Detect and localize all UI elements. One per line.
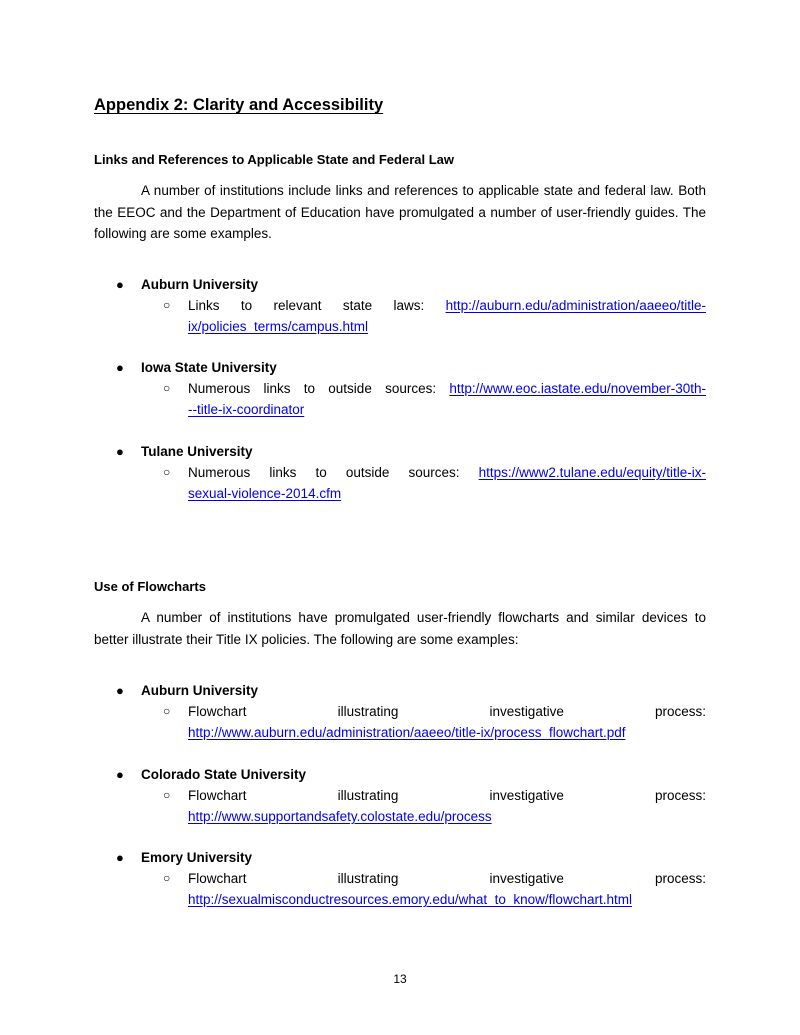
bullet-icon: ● <box>116 850 124 865</box>
link-emory-flowchart[interactable]: http://sexualmisconductresources.emory.edu/what_to_know/flowchart.html <box>188 892 632 907</box>
word: Flowchart <box>188 704 247 719</box>
word: illustrating <box>337 704 399 719</box>
circle-bullet-icon: ○ <box>163 465 171 479</box>
word: Flowchart <box>188 788 247 803</box>
bullet-icon: ● <box>116 683 124 698</box>
section-heading-laws: Links and References to Applicable State and Federal Law <box>94 152 455 167</box>
word: investigative <box>489 704 564 719</box>
bullet-icon: ● <box>116 767 124 782</box>
link-auburn-flowchart[interactable]: http://www.auburn.edu/administration/aaeeo/title-ix/process_flowchart.pdf <box>188 725 626 740</box>
list-item <box>94 441 706 504</box>
list-item <box>94 274 706 337</box>
page-number: 13 <box>393 972 407 986</box>
sub-item <box>163 295 706 337</box>
word: process: <box>654 704 706 719</box>
institution-name: Auburn University <box>141 277 259 292</box>
sub-item <box>163 701 706 743</box>
link-tulane[interactable]: https://www2.tulane.edu/equity/title-ix- <box>478 465 706 480</box>
circle-bullet-icon: ○ <box>163 381 171 395</box>
bullet-icon: ● <box>116 277 124 292</box>
institution-name: Auburn University <box>141 683 259 698</box>
word: process: <box>654 788 706 803</box>
list-item <box>94 847 706 910</box>
word: investigative <box>489 788 564 803</box>
link-auburn-state-laws-cont[interactable]: ix/policies_terms/campus.html <box>188 319 369 334</box>
section-paragraph-flowcharts <box>94 607 706 650</box>
sub-item-text: Links to relevant state laws: <box>188 298 425 313</box>
list-item <box>94 764 706 827</box>
word: illustrating <box>337 788 399 803</box>
link-iowa-state-cont[interactable]: --title-ix-coordinator <box>188 402 305 417</box>
institution-name: Emory University <box>141 850 253 865</box>
list-item <box>94 680 706 743</box>
list-item <box>94 357 706 420</box>
word: Flowchart <box>188 871 247 886</box>
section-paragraph-laws <box>94 180 706 245</box>
sub-item <box>163 785 706 827</box>
word: illustrating <box>337 871 399 886</box>
link-colorado-state-flowchart[interactable]: http://www.supportandsafety.colostate.edu/process <box>188 809 492 824</box>
paragraph-text: A number of institutions have promulgated user-friendly flowcharts and similar devices to better illustrate their Title IX policies. The following are some examples: <box>94 610 706 647</box>
section-heading-flowcharts: Use of Flowcharts <box>94 579 206 594</box>
sub-item-text: Numerous links to outside sources: <box>188 381 437 396</box>
bullet-icon: ● <box>116 360 124 375</box>
sub-item-text: Numerous links to outside sources: <box>188 465 460 480</box>
circle-bullet-icon: ○ <box>163 298 171 312</box>
bullet-icon: ● <box>116 444 124 459</box>
page-title: Appendix 2: Clarity and Accessibility <box>94 96 384 114</box>
sub-item <box>163 868 706 910</box>
link-tulane-cont[interactable]: sexual-violence-2014.cfm <box>188 486 342 501</box>
circle-bullet-icon: ○ <box>163 871 171 885</box>
link-auburn-state-laws[interactable]: http://auburn.edu/administration/aaeeo/title- <box>445 298 706 313</box>
word: investigative <box>489 871 564 886</box>
institution-name: Tulane University <box>141 444 253 459</box>
sub-item <box>163 378 706 420</box>
word: process: <box>654 871 706 886</box>
link-iowa-state[interactable]: http://www.eoc.iastate.edu/november-30th- <box>449 381 706 396</box>
sub-item <box>163 462 706 504</box>
institution-name: Colorado State University <box>141 767 307 782</box>
paragraph-text: A number of institutions include links and references to applicable state and federal law. Both the EEOC and the Department of Education have promulgated a number of user-friendly guides. The following are some examples. <box>94 183 706 241</box>
circle-bullet-icon: ○ <box>163 704 171 718</box>
circle-bullet-icon: ○ <box>163 788 171 802</box>
institution-name: Iowa State University <box>141 360 277 375</box>
